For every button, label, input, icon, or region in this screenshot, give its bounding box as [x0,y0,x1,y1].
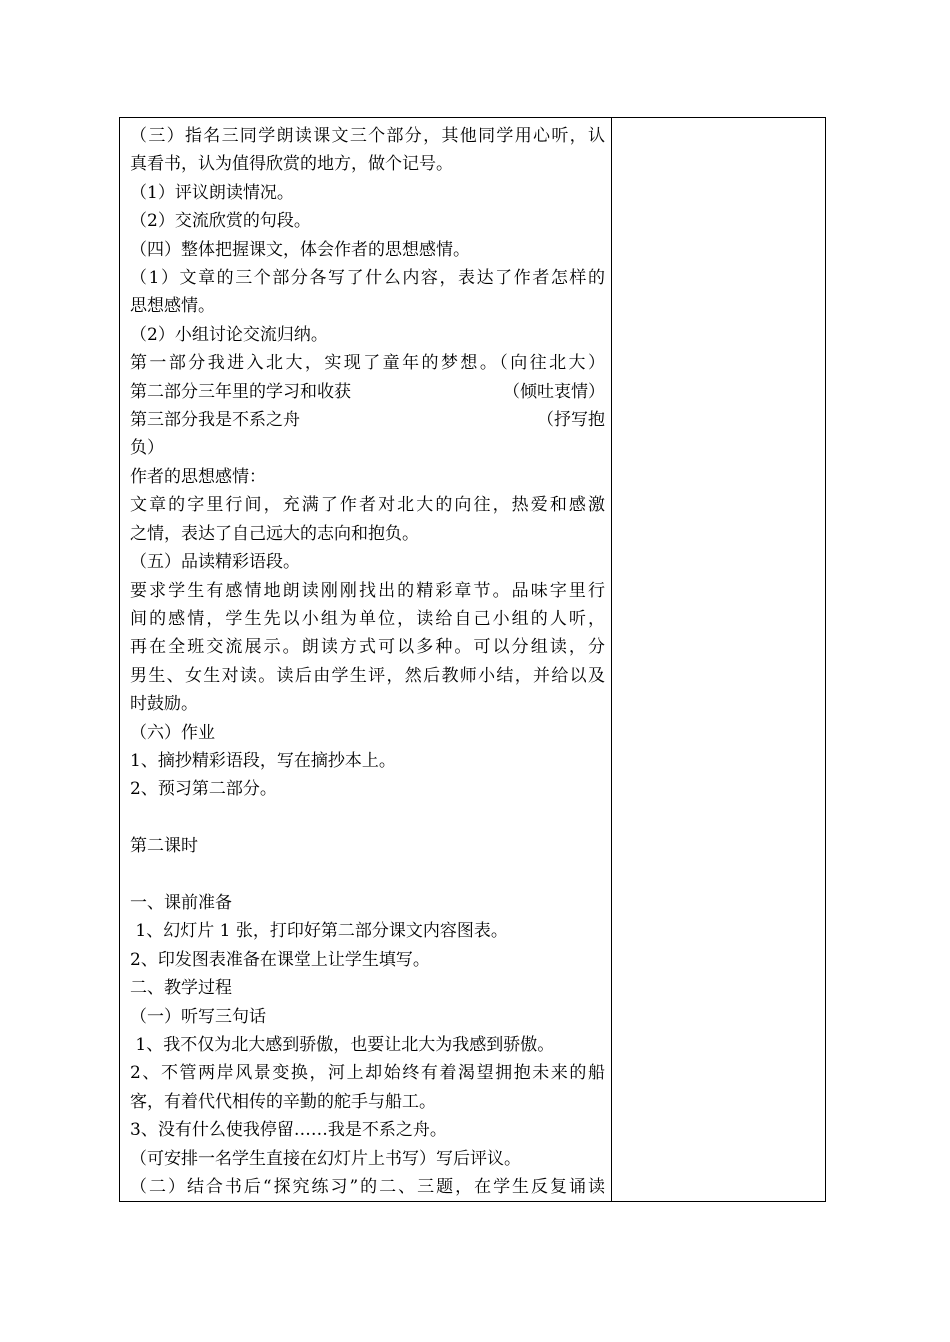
text-line: 再在全班交流展示。朗读方式可以多种。可以分组读，分 [130,637,605,658]
text-line: 2、预习第二部分。 [130,779,277,800]
text-line: （1）评议朗读情况。 [130,182,294,203]
text-line: 1、幻灯片 1 张，打印好第二部分课文内容图表。 [130,921,508,942]
text-line: 作者的思想感情： [130,466,266,487]
text-line: （五）品读精彩语段。 [130,552,300,573]
text-line: 男生、女生对读。读后由学生评，然后教师小结，并给以及 [130,665,605,686]
notes-cell [612,118,826,1202]
text-line: （1）文章的三个部分各写了什么内容，表达了作者怎样的 [130,268,605,289]
text-line-split [130,378,605,406]
blank-line [130,861,605,889]
blank-line [130,804,605,832]
text-line: 之情，表达了自己远大的志向和抱负。 [130,523,419,544]
text-line: 负） [130,438,164,459]
text-line: （四）整体把握课文，体会作者的思想感情。 [130,239,470,260]
text-line: 第一部分我进入北大，实现了童年的梦想。（向往北大） [130,353,605,374]
text-line: （2）小组讨论交流归纳。 [130,324,328,345]
text-line: 2、不管两岸风景变换，河上却始终有着渴望拥抱未来的船 [130,1063,605,1084]
lesson-content-cell [120,118,612,1202]
text-line: 一、课前准备 [130,892,232,913]
text-line: （六）作业 [130,722,215,743]
part-three-theme: （抒写抱 [537,410,605,431]
text-line: （三）指名三同学朗读课文三个部分，其他同学用心听，认 [130,126,605,146]
table-row [120,118,826,1202]
text-line: 客，有着代代相传的辛勤的舵手与船工。 [130,1091,436,1112]
text-line: （可安排一名学生直接在幻灯片上书写）写后评议。 [130,1148,521,1169]
text-line: 1、我不仅为北大感到骄傲，也要让北大为我感到骄傲。 [130,1034,555,1055]
text-line: 真看书，认为值得欣赏的地方，做个记号。 [130,154,453,175]
text-line: （2）交流欣赏的句段。 [130,211,311,232]
lesson-text [120,118,611,1201]
text-line: 要求学生有感情地朗读刚刚找出的精彩章节。品味字里行 [130,580,605,601]
text-line: 二、教学过程 [130,978,232,999]
lesson-plan-table [119,117,826,1202]
text-line: 文章的字里行间，充满了作者对北大的向往，热爱和感激 [130,495,605,516]
part-three-summary: 第三部分我是不系之舟 [130,410,300,431]
text-line: 1、摘抄精彩语段，写在摘抄本上。 [130,750,396,771]
text-line: 3、没有什么使我停留……我是不系之舟。 [130,1120,447,1141]
text-line: 时鼓励。 [130,694,198,715]
text-line: 思想感情。 [130,296,215,317]
text-line: （一）听写三句话 [130,1006,266,1027]
part-two-theme: （倾吐衷情） [503,381,605,402]
text-line: 2、印发图表准备在课堂上让学生填写。 [130,949,430,970]
part-two-summary: 第二部分三年里的学习和收获 [130,381,351,402]
section-heading: 第二课时 [130,836,198,857]
text-line-split [130,406,605,434]
text-line: （二）结合书后“探究练习”的二、三题，在学生反复诵读 [130,1177,605,1197]
text-line: 间的感情，学生先以小组为单位，读给自己小组的人听， [130,608,605,629]
